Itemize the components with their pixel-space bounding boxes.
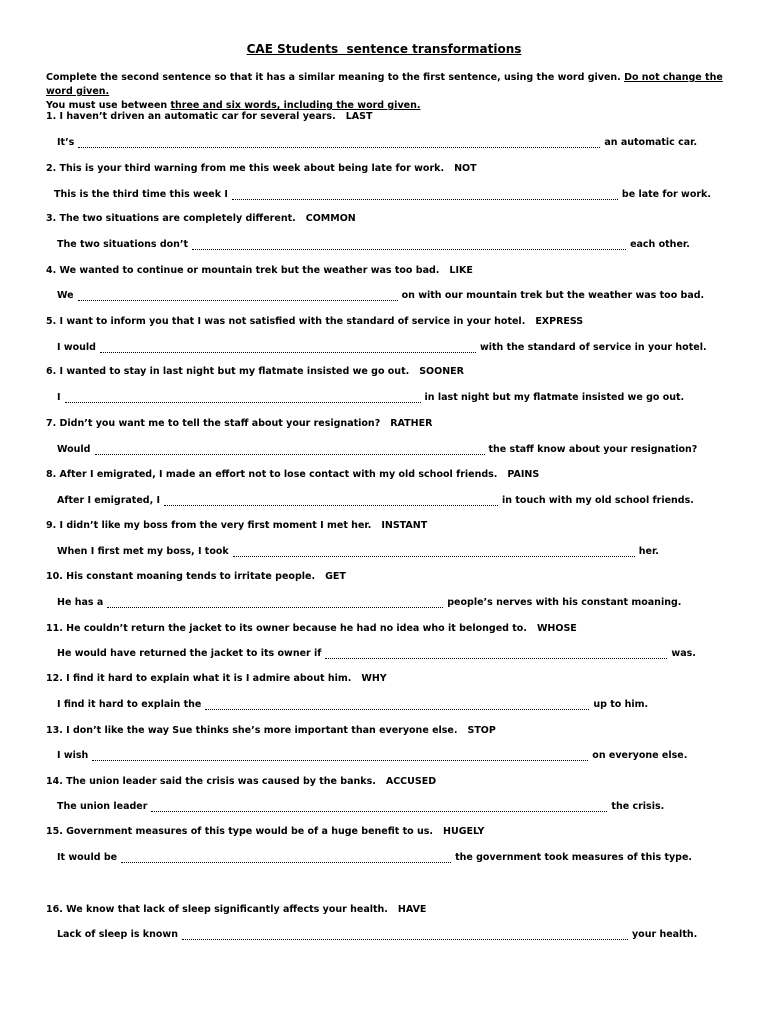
answer-prefix: Would [57, 444, 91, 455]
key-word: LAST [345, 111, 373, 122]
question-13 [46, 724, 496, 738]
answer-suffix: up to him. [593, 699, 649, 710]
answer-prefix: When I first met my boss, I took [57, 546, 229, 557]
answer-blank[interactable] [325, 649, 667, 659]
question-9 [46, 519, 427, 533]
answer-prefix: I wish [57, 750, 89, 761]
key-word: SOONER [419, 366, 464, 377]
answer-blank[interactable] [205, 700, 589, 710]
question-6 [46, 365, 464, 379]
question-3 [46, 212, 356, 226]
question-4 [46, 264, 473, 278]
key-word: EXPRESS [535, 316, 584, 327]
answer-suffix: on with our mountain trek but the weather was too bad. [401, 290, 705, 301]
key-word: COMMON [305, 213, 356, 224]
answer-line-7 [57, 443, 697, 457]
answer-prefix: The union leader [57, 801, 148, 812]
answer-prefix: It’s [57, 137, 75, 148]
answer-blank[interactable] [78, 291, 398, 301]
key-word: STOP [467, 725, 496, 736]
key-word: INSTANT [381, 520, 428, 531]
key-word: WHOSE [536, 623, 577, 634]
answer-line-1 [57, 136, 697, 150]
answer-prefix: I [57, 392, 61, 403]
question-11 [46, 622, 577, 636]
question-text: 12. I find it hard to explain what it is I admire about him. [46, 673, 352, 684]
answer-line-11 [57, 647, 696, 661]
answer-blank[interactable] [100, 343, 476, 353]
answer-line-14 [57, 800, 664, 814]
answer-suffix: on everyone else. [592, 750, 688, 761]
answer-line-9 [57, 545, 659, 559]
question-text: 7. Didn’t you want me to tell the staff about your resignation? [46, 418, 381, 429]
question-8 [46, 468, 539, 482]
question-text: 14. The union leader said the crisis was caused by the banks. [46, 776, 376, 787]
question-text: 15. Government measures of this type would be of a huge benefit to us. [46, 826, 434, 837]
answer-suffix: each other. [630, 239, 690, 250]
question-text: 5. I want to inform you that I was not satisfied with the standard of service in your hotel. [46, 316, 526, 327]
question-text: 3. The two situations are completely different. [46, 213, 296, 224]
answer-blank[interactable] [164, 496, 498, 506]
instructions-text-2: You must use between [46, 100, 168, 111]
answer-blank[interactable] [151, 802, 607, 812]
answer-prefix: He would have returned the jacket to its owner if [57, 648, 322, 659]
answer-blank[interactable] [192, 240, 626, 250]
answer-line-8 [57, 494, 694, 508]
answer-line-10 [57, 596, 681, 610]
answer-line-15 [57, 851, 692, 865]
answer-line-6 [57, 391, 684, 405]
answer-suffix: the staff know about your resignation? [488, 444, 698, 455]
question-text: 10. His constant moaning tends to irritate people. [46, 571, 316, 582]
instructions-text: Complete the second sentence so that it has a similar meaning to the first sentence, using the word given. [46, 72, 621, 83]
key-word: WHY [361, 673, 387, 684]
question-text: 1. I haven’t driven an automatic car for several years. [46, 111, 336, 122]
answer-prefix: I would [57, 342, 96, 353]
answer-line-2 [54, 188, 711, 202]
key-word: HUGELY [443, 826, 485, 837]
question-text: 13. I don’t like the way Sue thinks she’s more important than everyone else. [46, 725, 458, 736]
answer-prefix: It would be [57, 852, 118, 863]
answer-suffix: your health. [631, 929, 698, 940]
key-word: LIKE [449, 265, 473, 276]
key-word: NOT [454, 163, 477, 174]
answer-prefix: We [57, 290, 74, 301]
page-title: CAE Students sentence transformations [246, 42, 522, 56]
question-10 [46, 570, 346, 584]
answer-line-3 [57, 238, 690, 252]
answer-blank[interactable] [95, 445, 485, 455]
key-word: RATHER [390, 418, 433, 429]
question-text: 6. I wanted to stay in last night but my flatmate insisted we go out. [46, 366, 410, 377]
instructions [46, 71, 736, 113]
answer-prefix: The two situations don’t [57, 239, 189, 250]
question-14 [46, 775, 436, 789]
question-text: 9. I didn’t like my boss from the very first moment I met her. [46, 520, 372, 531]
key-word: GET [325, 571, 346, 582]
answer-blank[interactable] [78, 138, 600, 148]
answer-suffix: an automatic car. [604, 137, 698, 148]
answer-suffix: the government took measures of this type. [455, 852, 693, 863]
answer-blank[interactable] [232, 190, 618, 200]
question-16 [46, 903, 426, 917]
answer-suffix: in touch with my old school friends. [502, 495, 694, 506]
key-word: ACCUSED [385, 776, 437, 787]
instructions-word-count: three and six words, including the word given. [170, 100, 421, 111]
answer-line-16 [57, 928, 697, 942]
answer-prefix: He has a [57, 597, 104, 608]
question-1 [46, 110, 372, 124]
question-text: 16. We know that lack of sleep significantly affects your health. [46, 904, 388, 915]
question-text: 8. After I emigrated, I made an effort not to lose contact with my old school friends. [46, 469, 498, 480]
answer-line-12 [57, 698, 648, 712]
question-2 [46, 162, 477, 176]
answer-prefix: I find it hard to explain the [57, 699, 202, 710]
answer-blank[interactable] [107, 598, 443, 608]
question-text: 11. He couldn’t return the jacket to its owner because he had no idea who it belonged to. [46, 623, 527, 634]
answer-suffix: with the standard of service in your hotel. [479, 342, 707, 353]
answer-blank[interactable] [92, 751, 588, 761]
answer-prefix: This is the third time this week I [54, 189, 228, 200]
answer-suffix: her. [638, 546, 659, 557]
answer-suffix: was. [671, 648, 696, 659]
question-7 [46, 417, 432, 431]
question-text: 2. This is your third warning from me this week about being late for work. [46, 163, 445, 174]
question-12 [46, 672, 387, 686]
answer-line-5 [57, 341, 707, 355]
answer-prefix: After I emigrated, I [57, 495, 161, 506]
question-text: 4. We wanted to continue or mountain trek but the weather was too bad. [46, 265, 440, 276]
answer-suffix: be late for work. [621, 189, 711, 200]
answer-suffix: the crisis. [611, 801, 665, 812]
answer-line-13 [57, 749, 687, 763]
question-15 [46, 825, 484, 839]
answer-prefix: Lack of sleep is known [57, 929, 178, 940]
answer-line-4 [57, 289, 704, 303]
answer-suffix: in last night but my flatmate insisted we go out. [424, 392, 685, 403]
question-5 [46, 315, 583, 329]
answer-blank[interactable] [182, 930, 628, 940]
answer-blank[interactable] [65, 393, 421, 403]
key-word: HAVE [397, 904, 427, 915]
answer-suffix: people’s nerves with his constant moaning. [447, 597, 682, 608]
key-word: PAINS [507, 469, 540, 480]
answer-blank[interactable] [233, 547, 635, 557]
instructions-emphasis: Do not change the word given. [46, 72, 723, 97]
answer-blank[interactable] [121, 853, 451, 863]
